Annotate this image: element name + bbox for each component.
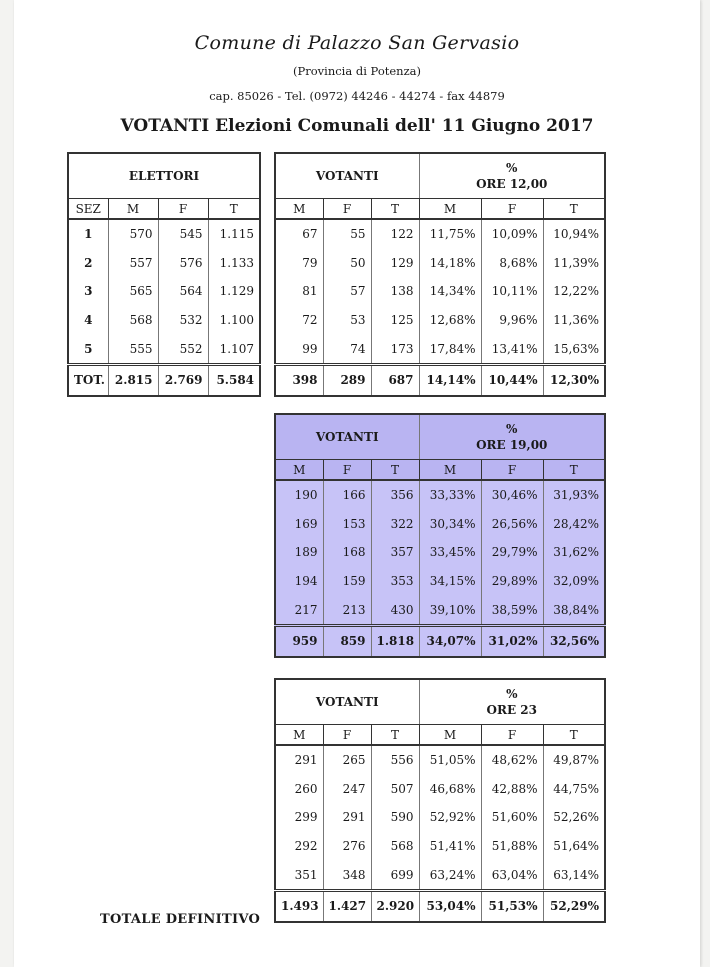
table-cell: 687 (371, 364, 419, 396)
table-cell: 568 (371, 832, 419, 861)
table-cell: 10,44% (481, 364, 543, 396)
table-cell: 79 (302, 255, 318, 270)
col-header: T (208, 199, 260, 220)
table-cell: 125 (371, 306, 419, 335)
col-header: F (323, 460, 371, 481)
table-cell: 213 (323, 595, 371, 625)
table-row (275, 249, 605, 278)
table-cell: 291 (294, 753, 318, 768)
table-cell: 10,94% (543, 219, 605, 249)
percent-symbol: % (506, 422, 518, 436)
table-row (275, 775, 605, 804)
table-cell: 49,87% (543, 745, 605, 775)
table-row (275, 334, 605, 364)
total-label: TOT. (68, 364, 108, 396)
time-label (419, 153, 605, 199)
table-cell: 39,10% (419, 595, 481, 625)
table-cell: 51,53% (481, 890, 543, 922)
table-cell: 194 (294, 574, 318, 589)
table-cell: 31,93% (543, 480, 605, 510)
table-cell: 38,84% (543, 595, 605, 625)
table-cell: 348 (323, 860, 371, 890)
table-cell: 30,46% (481, 480, 543, 510)
percent-symbol: % (506, 161, 518, 175)
table-row (68, 277, 260, 306)
table-cell: 138 (371, 277, 419, 306)
table-cell: 46,68% (419, 775, 481, 804)
table-cell: 14,18% (419, 249, 481, 278)
table-cell: 72 (302, 313, 318, 328)
table-cell: 38,59% (481, 595, 543, 625)
total-row (68, 364, 260, 396)
table-cell: 247 (323, 775, 371, 804)
table-cell: 557 (108, 249, 158, 278)
contact-line: cap. 85026 - Tel. (0972) 44246 - 44274 - fax 44879 (209, 89, 505, 103)
table-cell: 81 (302, 284, 318, 299)
total-row (275, 625, 605, 657)
table-cell: 122 (371, 219, 419, 249)
time-label (419, 414, 605, 460)
table-cell: 398 (275, 364, 323, 396)
total-row (275, 364, 605, 396)
table-cell: 53,04% (419, 890, 481, 922)
time-text: ORE 19,00 (476, 438, 548, 452)
table-cell: 15,63% (543, 334, 605, 364)
table-header-row (275, 679, 605, 725)
table-cell: 353 (371, 567, 419, 596)
table-row (68, 306, 260, 335)
document-heading: VOTANTI Elezioni Comunali dell' 11 Giugno 2017 (120, 116, 594, 136)
time-text: ORE 23 (486, 703, 537, 717)
table-cell: 168 (323, 538, 371, 567)
table-cell: 265 (323, 745, 371, 775)
percent-symbol: % (506, 687, 518, 701)
table-cell: 28,42% (543, 510, 605, 539)
table-cell: 5.584 (208, 364, 260, 396)
votanti-label: VOTANTI (275, 153, 419, 199)
table-cell: 63,24% (419, 860, 481, 890)
table-row (68, 334, 260, 364)
table-cell: 169 (294, 516, 318, 531)
table-cell: 11,75% (419, 219, 481, 249)
table-row (275, 595, 605, 625)
col-header: F (323, 199, 371, 220)
votanti-ore23-table (274, 678, 606, 923)
col-header: M (419, 460, 481, 481)
elettori-title: ELETTORI (68, 153, 260, 199)
column-header-row (68, 199, 260, 220)
table-cell: 9,96% (481, 306, 543, 335)
section-number: 3 (84, 284, 93, 299)
table-cell: 10,11% (481, 277, 543, 306)
col-header: M (275, 460, 323, 481)
table-row (275, 538, 605, 567)
table-cell: 568 (108, 306, 158, 335)
table-cell: 14,34% (419, 277, 481, 306)
table-cell: 99 (302, 341, 318, 356)
table-cell: 1.133 (208, 249, 260, 278)
table-cell: 48,62% (481, 745, 543, 775)
table-cell: 2.769 (158, 364, 208, 396)
table-cell: 52,92% (419, 803, 481, 832)
col-header: T (543, 460, 605, 481)
table-cell: 322 (371, 510, 419, 539)
table-cell: 51,60% (481, 803, 543, 832)
section-number: 4 (84, 313, 93, 328)
table-cell: 276 (323, 832, 371, 861)
total-row (275, 890, 605, 922)
table-cell: 545 (158, 219, 208, 249)
col-header: T (543, 725, 605, 746)
province-line: (Provincia di Potenza) (293, 64, 421, 78)
totale-definitivo-label: TOTALE DEFINITIVO (100, 912, 261, 927)
table-cell: 351 (294, 867, 318, 882)
table-cell: 564 (158, 277, 208, 306)
table-cell: 299 (294, 810, 318, 825)
col-header: F (481, 725, 543, 746)
table-cell: 565 (108, 277, 158, 306)
table-cell: 8,68% (481, 249, 543, 278)
table-cell: 959 (275, 625, 323, 657)
table-cell: 590 (371, 803, 419, 832)
table-cell: 44,75% (543, 775, 605, 804)
table-row (275, 480, 605, 510)
table-cell: 12,30% (543, 364, 605, 396)
table-cell: 53 (323, 306, 371, 335)
table-cell: 74 (323, 334, 371, 364)
table-cell: 34,15% (419, 567, 481, 596)
col-header: M (419, 725, 481, 746)
table-cell: 430 (371, 595, 419, 625)
table-cell: 1.493 (275, 890, 323, 922)
table-row (275, 745, 605, 775)
votanti-ore19-table (274, 413, 606, 658)
table-cell: 153 (323, 510, 371, 539)
table-cell: 29,79% (481, 538, 543, 567)
table-cell: 555 (108, 334, 158, 364)
table-row (275, 567, 605, 596)
table-cell: 51,64% (543, 832, 605, 861)
table-cell: 31,62% (543, 538, 605, 567)
table-row (275, 803, 605, 832)
table-cell: 50 (323, 249, 371, 278)
col-header: M (108, 199, 158, 220)
table-cell: 55 (323, 219, 371, 249)
section-number: 1 (84, 227, 93, 242)
table-cell: 260 (294, 781, 318, 796)
table-cell: 10,09% (481, 219, 543, 249)
table-cell: 51,41% (419, 832, 481, 861)
col-header: F (481, 199, 543, 220)
table-cell: 552 (158, 334, 208, 364)
table-row (275, 860, 605, 890)
table-cell: 51,05% (419, 745, 481, 775)
table-cell: 129 (371, 249, 419, 278)
table-row (275, 832, 605, 861)
table-cell: 291 (323, 803, 371, 832)
table-cell: 289 (323, 364, 371, 396)
table-cell: 30,34% (419, 510, 481, 539)
table-row (68, 219, 260, 249)
table-cell: 57 (323, 277, 371, 306)
table-cell: 14,14% (419, 364, 481, 396)
table-cell: 576 (158, 249, 208, 278)
table-cell: 217 (294, 602, 318, 617)
votanti-label: VOTANTI (275, 679, 419, 725)
table-cell: 51,88% (481, 832, 543, 861)
table-cell: 173 (371, 334, 419, 364)
table-cell: 63,14% (543, 860, 605, 890)
table-cell: 52,26% (543, 803, 605, 832)
col-header: M (419, 199, 481, 220)
table-cell: 356 (371, 480, 419, 510)
table-header-row (68, 153, 260, 199)
table-header-row (275, 414, 605, 460)
col-header: T (371, 725, 419, 746)
table-row (275, 306, 605, 335)
col-header: F (323, 725, 371, 746)
table-cell: 357 (371, 538, 419, 567)
col-header: F (158, 199, 208, 220)
table-cell: 1.129 (208, 277, 260, 306)
votanti-label: VOTANTI (275, 414, 419, 460)
table-cell: 33,33% (419, 480, 481, 510)
time-text: ORE 12,00 (476, 177, 548, 191)
column-header-row (275, 460, 605, 481)
elettori-table (67, 152, 261, 397)
table-cell: 17,84% (419, 334, 481, 364)
table-cell: 159 (323, 567, 371, 596)
table-cell: 166 (323, 480, 371, 510)
table-cell: 859 (323, 625, 371, 657)
table-cell: 189 (294, 545, 318, 560)
table-cell: 31,02% (481, 625, 543, 657)
table-row (275, 219, 605, 249)
table-cell: 26,56% (481, 510, 543, 539)
table-cell: 11,39% (543, 249, 605, 278)
table-cell: 1.818 (371, 625, 419, 657)
section-number: 2 (84, 255, 93, 270)
table-cell: 11,36% (543, 306, 605, 335)
column-header-row (275, 725, 605, 746)
table-cell: 570 (108, 219, 158, 249)
table-cell: 699 (371, 860, 419, 890)
col-header: T (371, 199, 419, 220)
col-header: T (543, 199, 605, 220)
col-header: SEZ (68, 199, 108, 220)
table-cell: 1.115 (208, 219, 260, 249)
municipality-title: Comune di Palazzo San Gervasio (194, 32, 520, 54)
table-cell: 33,45% (419, 538, 481, 567)
table-header-row (275, 153, 605, 199)
table-cell: 52,29% (543, 890, 605, 922)
col-header: T (371, 460, 419, 481)
table-cell: 29,89% (481, 567, 543, 596)
table-cell: 1.100 (208, 306, 260, 335)
table-row (275, 510, 605, 539)
table-cell: 42,88% (481, 775, 543, 804)
table-cell: 34,07% (419, 625, 481, 657)
table-cell: 2.920 (371, 890, 419, 922)
table-cell: 190 (294, 488, 318, 503)
col-header: F (481, 460, 543, 481)
table-cell: 32,09% (543, 567, 605, 596)
column-header-row (275, 199, 605, 220)
col-header: M (275, 725, 323, 746)
table-cell: 556 (371, 745, 419, 775)
table-cell: 1.107 (208, 334, 260, 364)
table-row (68, 249, 260, 278)
table-cell: 32,56% (543, 625, 605, 657)
table-cell: 63,04% (481, 860, 543, 890)
table-row (275, 277, 605, 306)
col-header: M (275, 199, 323, 220)
table-cell: 13,41% (481, 334, 543, 364)
table-cell: 2.815 (108, 364, 158, 396)
table-cell: 507 (371, 775, 419, 804)
table-cell: 1.427 (323, 890, 371, 922)
section-number: 5 (84, 341, 93, 356)
time-label (419, 679, 605, 725)
table-cell: 532 (158, 306, 208, 335)
table-cell: 12,68% (419, 306, 481, 335)
table-cell: 67 (302, 227, 318, 242)
table-cell: 292 (294, 839, 318, 854)
votanti-ore12-table (274, 152, 606, 397)
table-cell: 12,22% (543, 277, 605, 306)
